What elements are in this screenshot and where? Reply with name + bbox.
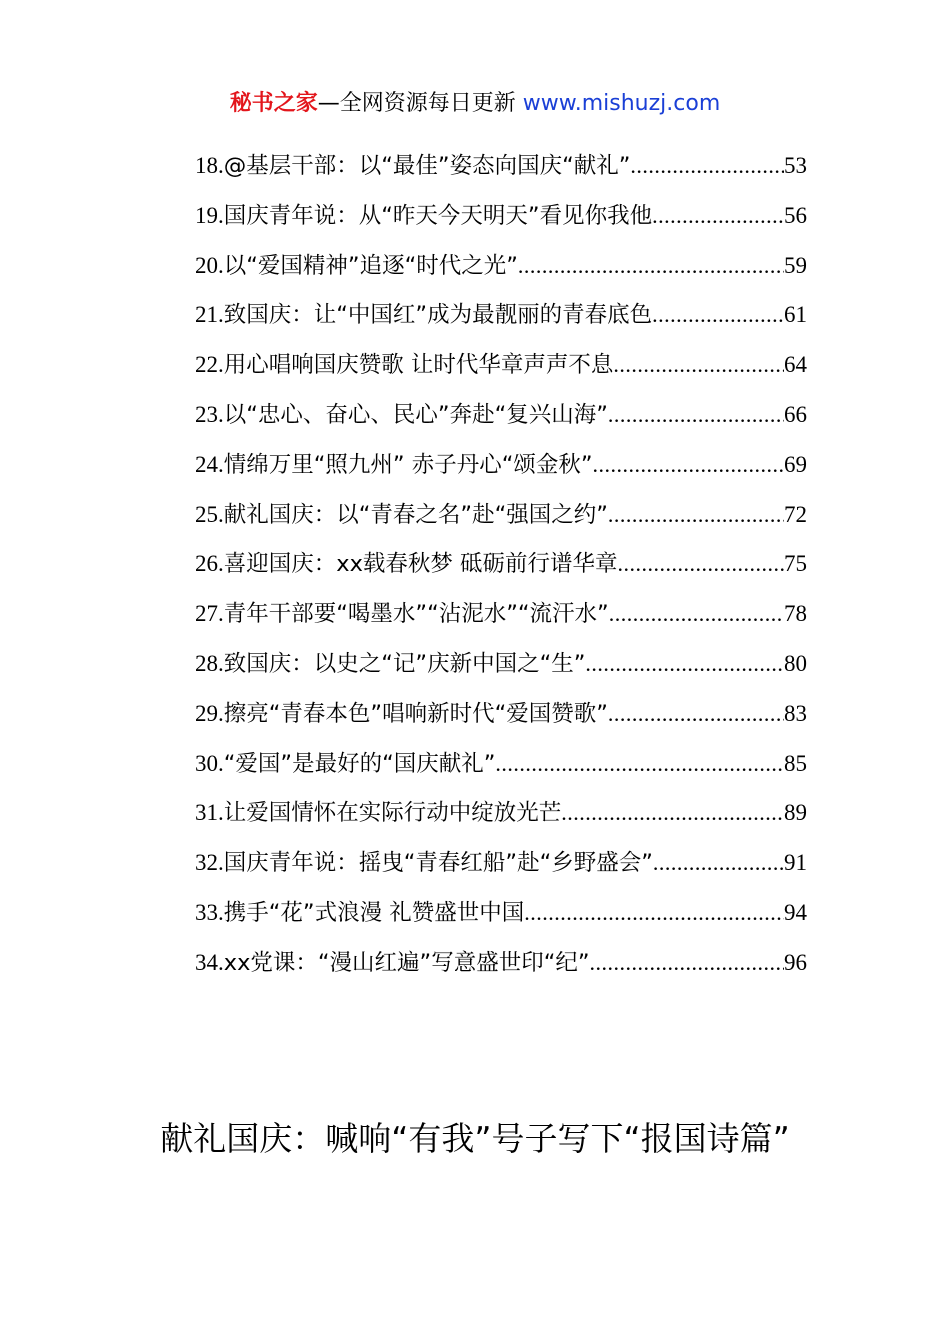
- toc-page-number: 94: [784, 899, 807, 925]
- toc-entry[interactable]: [195, 397, 807, 447]
- toc-entry-number: 18.: [195, 153, 224, 178]
- toc-page-number: 91: [784, 850, 807, 876]
- toc-dot-leader: [590, 945, 784, 981]
- toc-entry[interactable]: [195, 696, 807, 746]
- toc-entry-number: 30.: [195, 750, 224, 776]
- toc-entry-number: 33.: [195, 899, 224, 925]
- toc-dot-leader: [653, 845, 784, 881]
- toc-entry[interactable]: [195, 347, 807, 397]
- toc-entry-title: xx党课：“漫山红遍”写意盛世印“纪”: [223, 949, 590, 976]
- toc-entry[interactable]: [195, 845, 807, 895]
- toc-dot-leader: [608, 397, 784, 433]
- toc-dot-leader: [609, 596, 784, 632]
- toc-page-number: 89: [784, 800, 807, 826]
- toc-page-number: 64: [784, 352, 807, 378]
- toc-entry-number: 26.: [195, 551, 224, 577]
- toc-page-number: 61: [784, 302, 807, 328]
- toc-page-number: 59: [784, 252, 807, 278]
- toc-dot-leader: [608, 696, 784, 732]
- toc-entry-title: 携手“花”式浪漫 礼赞盛世中国: [223, 899, 525, 926]
- toc-page-number: 96: [784, 949, 807, 975]
- toc-dot-leader: [618, 546, 784, 582]
- table-of-contents: [195, 148, 807, 995]
- toc-dot-leader: [608, 497, 784, 533]
- toc-entry-title: 喜迎国庆：xx载春秋梦 砥砺前行谱华章: [223, 551, 618, 578]
- toc-entry[interactable]: [195, 447, 807, 497]
- toc-entry-label: [195, 397, 608, 433]
- toc-entry[interactable]: [195, 248, 807, 298]
- toc-entry-title: 情绵万里“照九州” 赤子丹心“颂金秋”: [223, 451, 593, 478]
- toc-dot-leader: [561, 795, 784, 831]
- toc-dot-leader: [613, 347, 784, 383]
- toc-page-number: 75: [784, 551, 807, 577]
- toc-dot-leader: [630, 148, 784, 184]
- toc-entry-title: 以“忠心、奋心、民心”奔赴“复兴山海”: [223, 401, 608, 428]
- toc-entry-number: 32.: [195, 850, 224, 876]
- toc-entry[interactable]: [195, 198, 807, 248]
- toc-page-number: 83: [784, 700, 807, 726]
- toc-entry-title: 以“爱国精神”追逐“时代之光”: [223, 252, 518, 279]
- toc-entry-number: 29.: [195, 700, 224, 726]
- toc-entry-number: 31.: [195, 800, 224, 826]
- toc-entry-number: 22.: [195, 352, 224, 378]
- site-header: [0, 88, 950, 120]
- toc-entry[interactable]: [195, 148, 807, 198]
- toc-entry-number: 27.: [195, 601, 224, 627]
- toc-dot-leader: [652, 297, 784, 333]
- toc-entry-label: [195, 845, 653, 881]
- site-brand: 秘书之家: [229, 91, 318, 116]
- toc-entry-label: [195, 148, 630, 184]
- toc-entry[interactable]: [195, 646, 807, 696]
- toc-entry-label: [195, 297, 652, 333]
- toc-page-number: 53: [784, 153, 807, 178]
- toc-entry-title: 国庆青年说：从“昨天今天明天”看见你我他: [223, 202, 653, 229]
- toc-dot-leader: [495, 746, 784, 782]
- toc-entry-number: 23.: [195, 401, 224, 427]
- toc-entry-label: [195, 248, 518, 284]
- toc-entry[interactable]: [195, 297, 807, 347]
- toc-entry-title: @基层干部：以“最佳”姿态向国庆“献礼”: [223, 153, 631, 179]
- toc-dot-leader: [593, 447, 784, 483]
- toc-entry-label: [195, 746, 495, 782]
- toc-entry-number: 34.: [195, 949, 224, 975]
- toc-entry[interactable]: [195, 945, 807, 995]
- toc-entry[interactable]: [195, 596, 807, 646]
- toc-entry-number: 19.: [195, 202, 224, 228]
- toc-entry-label: [195, 646, 585, 682]
- toc-dot-leader: [585, 646, 784, 682]
- toc-page-number: 85: [784, 750, 807, 776]
- toc-page-number: 80: [784, 650, 807, 676]
- toc-entry-label: [195, 447, 593, 483]
- toc-entry[interactable]: [195, 497, 807, 547]
- toc-entry-label: [195, 696, 608, 732]
- toc-dot-leader: [524, 895, 784, 931]
- toc-page-number: 66: [784, 401, 807, 427]
- site-url-link[interactable]: www.mishuzj.com: [522, 91, 721, 116]
- toc-entry-number: 21.: [195, 302, 224, 328]
- toc-entry-number: 24.: [195, 451, 224, 477]
- toc-entry-title: 青年干部要“喝墨水”“沾泥水”“流汗水”: [223, 601, 609, 628]
- toc-entry-title: 让爱国情怀在实际行动中绽放光芒: [223, 800, 562, 827]
- toc-entry[interactable]: [195, 795, 807, 845]
- toc-entry[interactable]: [195, 895, 807, 945]
- toc-entry-label: [195, 895, 524, 931]
- toc-entry-label: [195, 497, 608, 533]
- toc-entry-title: 致国庆：让“中国红”成为最靓丽的青春底色: [223, 302, 653, 329]
- toc-entry-label: [195, 198, 652, 234]
- toc-entry-label: [195, 795, 561, 831]
- toc-entry-title: 擦亮“青春本色”唱响新时代“爱国赞歌”: [223, 700, 608, 727]
- toc-entry-title: “爱国”是最好的“国庆献礼”: [223, 750, 496, 777]
- toc-entry-title: 国庆青年说：摇曳“青春红船”赴“乡野盛会”: [223, 850, 653, 877]
- toc-entry-title: 用心唱响国庆赞歌 让时代华章声声不息: [223, 352, 614, 379]
- toc-entry[interactable]: [195, 746, 807, 796]
- toc-entry-title: 致国庆：以史之“记”庆新中国之“生”: [223, 650, 586, 677]
- toc-dot-leader: [518, 248, 784, 284]
- toc-entry-label: [195, 546, 618, 582]
- toc-entry-label: [195, 347, 613, 383]
- article-title: 献礼国庆：喊响“有我”号子写下“报国诗篇”: [160, 1119, 790, 1158]
- toc-entry-number: 20.: [195, 252, 224, 278]
- toc-page-number: 69: [784, 451, 807, 477]
- toc-entry-number: 28.: [195, 650, 224, 676]
- toc-dot-leader: [652, 198, 784, 234]
- toc-entry-number: 25.: [195, 501, 224, 527]
- site-tagline: —全网资源每日更新: [317, 91, 523, 116]
- toc-page-number: 56: [784, 202, 807, 228]
- toc-page-number: 72: [784, 501, 807, 527]
- toc-entry-title: 献礼国庆：以“青春之名”赴“强国之约”: [223, 501, 608, 528]
- toc-page-number: 78: [784, 601, 807, 627]
- toc-entry-label: [195, 596, 609, 632]
- toc-entry[interactable]: [195, 546, 807, 596]
- toc-entry-label: [195, 945, 590, 981]
